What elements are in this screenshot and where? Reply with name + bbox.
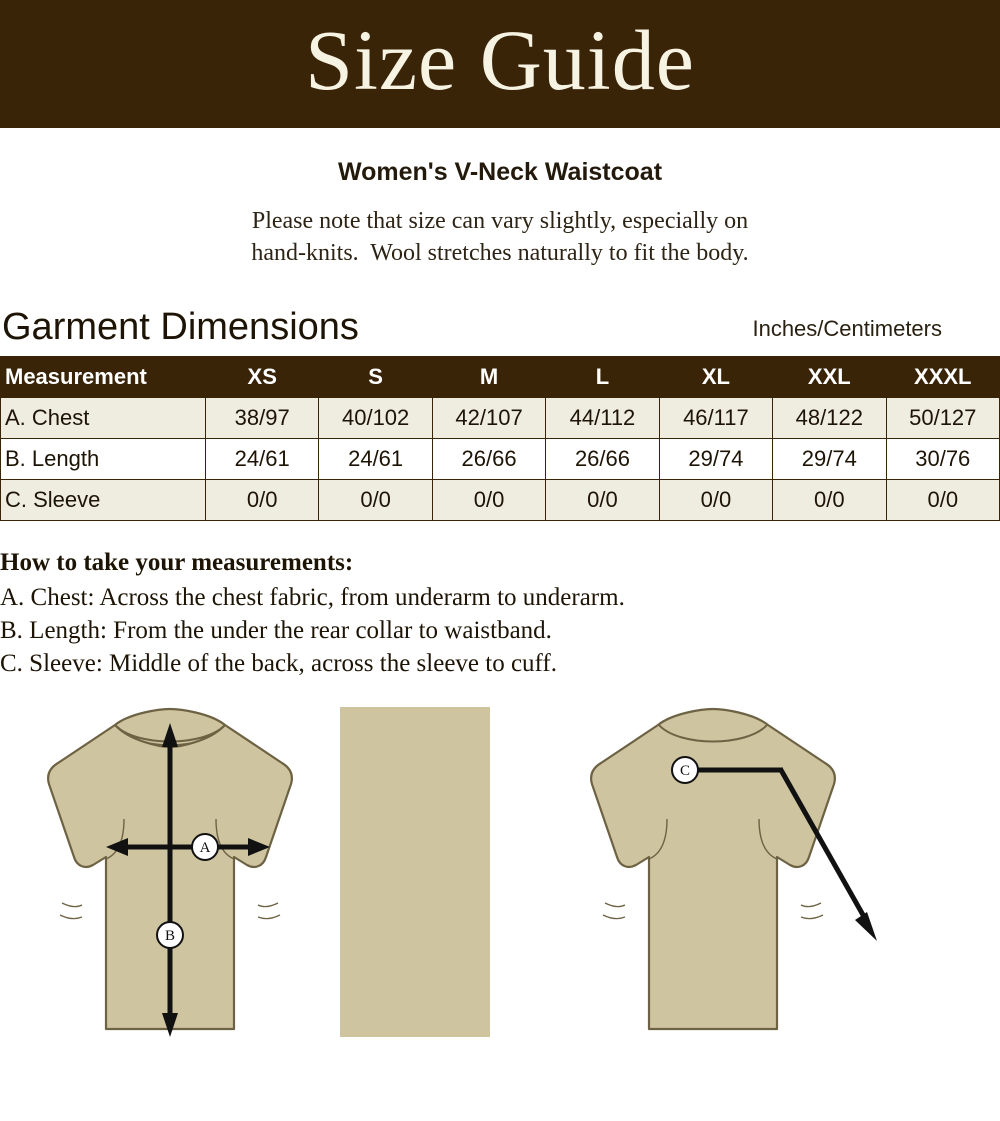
cell-chest-xxl: 48/122 (773, 397, 886, 438)
garment-dimensions-header (0, 305, 1000, 348)
units-label: Inches/Centimeters (752, 315, 942, 341)
column-header-xs: XS (206, 356, 319, 397)
product-title: Women's V-Neck Waistcoat (337, 158, 663, 186)
cell-sleeve-xs: 0/0 (206, 479, 319, 520)
table-header-row (1, 356, 1000, 397)
cell-chest-m: 42/107 (432, 397, 545, 438)
size-note (0, 205, 1000, 270)
cell-length-xl: 29/74 (659, 438, 772, 479)
how-to-measure-title: How to take your measurements: (0, 548, 354, 576)
cell-chest-l: 44/112 (546, 397, 659, 438)
cell-length-xs: 24/61 (206, 438, 319, 479)
how-to-measure-section (0, 549, 1000, 681)
cell-sleeve-m: 0/0 (432, 479, 545, 520)
cell-length-xxxl: 30/76 (886, 438, 999, 479)
row-label-length: B. Length (1, 438, 206, 479)
front-garment-diagram (20, 707, 320, 1037)
label-b-text: B (164, 927, 176, 944)
how-to-line-chest: A. Chest: Across the chest fabric, from underarm to underarm. (0, 583, 625, 611)
garment-illustrations (0, 707, 1000, 1037)
cell-sleeve-xxxl: 0/0 (886, 479, 999, 520)
column-header-s: S (319, 356, 432, 397)
page-title: Size Guide (305, 12, 695, 108)
how-to-line-sleeve: C. Sleeve: Middle of the back, across the sleeve to cuff. (0, 650, 558, 678)
size-note-line-2: hand-knits. Wool stretches naturally to fit the body. (251, 240, 749, 267)
table-row (1, 438, 1000, 479)
row-label-chest: A. Chest (1, 397, 206, 438)
size-table-header (1, 356, 1000, 397)
label-c-text: C (679, 762, 691, 779)
cell-length-l: 26/66 (546, 438, 659, 479)
size-table-body (1, 397, 1000, 520)
cell-sleeve-xl: 0/0 (659, 479, 772, 520)
column-header-measurement: Measurement (1, 356, 206, 397)
cell-chest-xs: 38/97 (206, 397, 319, 438)
size-note-line-1: Please note that size can vary slightly, especially on (251, 208, 749, 234)
cell-chest-s: 40/102 (319, 397, 432, 438)
cell-length-s: 24/61 (319, 438, 432, 479)
column-header-xl: XL (659, 356, 772, 397)
cell-sleeve-s: 0/0 (319, 479, 432, 520)
table-row (1, 397, 1000, 438)
cell-sleeve-l: 0/0 (546, 479, 659, 520)
header-banner (0, 0, 1000, 128)
cell-length-m: 26/66 (432, 438, 545, 479)
column-header-xxl: XXL (773, 356, 886, 397)
size-table (0, 356, 1000, 521)
cell-chest-xxxl: 50/127 (886, 397, 999, 438)
table-row (1, 479, 1000, 520)
cell-length-xxl: 29/74 (773, 438, 886, 479)
column-header-l: L (546, 356, 659, 397)
cell-sleeve-xxl: 0/0 (773, 479, 886, 520)
cell-chest-xl: 46/117 (659, 397, 772, 438)
column-header-xxxl: XXXL (886, 356, 999, 397)
label-a-text: A (199, 839, 211, 856)
how-to-line-length: B. Length: From the under the rear collar to waistband. (0, 617, 552, 645)
row-label-sleeve: C. Sleeve (1, 479, 206, 520)
garment-dimensions-title: Garment Dimensions (2, 305, 359, 348)
column-header-m: M (432, 356, 545, 397)
back-garment-diagram (545, 707, 905, 1037)
swatch-block (340, 707, 490, 1037)
